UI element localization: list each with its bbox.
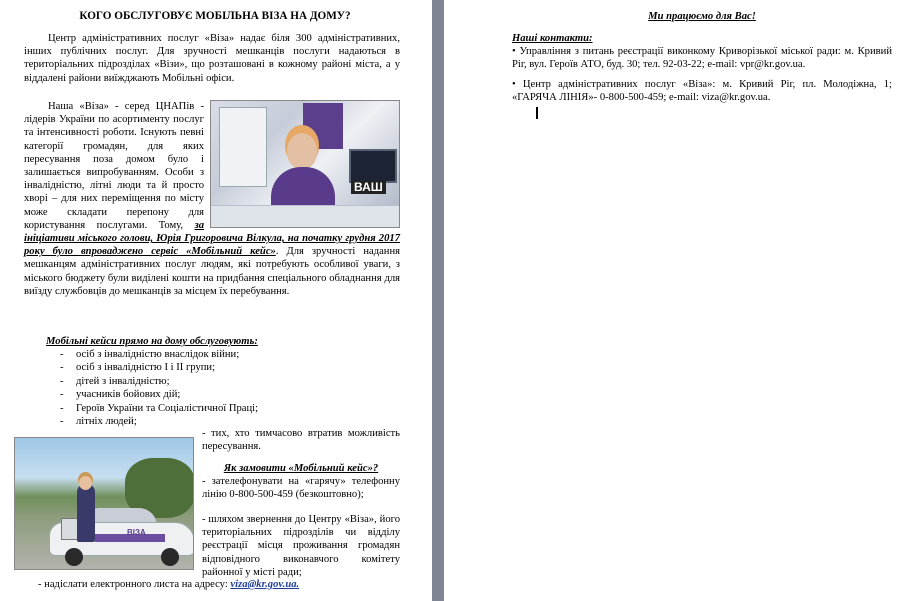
list-item: - дітей з інвалідністю; — [60, 375, 400, 388]
order-option-email — [38, 578, 400, 591]
contact-viza-center: • Центр адміністративних послуг «Віза»: м. Кривий Ріг, пл. Молодіжна, 1; «ГАРЯЧА ЛІНІЯ»- 0-800-500-459; e-mail: viza@kr.gov.ua. — [512, 79, 892, 104]
email-link[interactable]: viza@kr.gov.ua. — [230, 579, 300, 590]
page-gutter — [432, 0, 444, 601]
contacts-heading: Наші контакти: — [512, 33, 593, 44]
mobile-office-car-photo — [14, 437, 194, 570]
order-option-visit: - шляхом звернення до Центру «Віза», його територіальних підрозділів чи відділу реєстрації місця проживання громадян відповідного виконавчого комітету районної у місті ради; — [202, 514, 400, 578]
cases-heading: Мобільні кейси прямо на дому обслуговують: — [46, 336, 258, 347]
list-item: - осіб з інвалідністю внаслідок війни; — [60, 348, 400, 361]
document-title: КОГО ОБСЛУГОВУЄ МОБІЛЬНА ВІЗА НА ДОМУ? — [79, 10, 351, 22]
service-paragraph-start: Наша «Віза» - серед ЦНАПів - лідерів України по асортименту послуг та інтенсивності роботи. Існують певні категорії громадян, для яких пересування поза домом було і залишається випробуванням. Особи з інвалідністю, літні люди та й просто хворі – для них переміщення по місту може складати перепону для користування послугами. Тому, — [24, 101, 204, 231]
left-page — [0, 0, 432, 601]
list-item: - осіб з інвалідністю I і II групи; — [60, 361, 400, 374]
contact-registration-office: • Управління з питань реєстрації виконкому Криворізької міської ради: м. Кривий Ріг, вул. Героїв АТО, буд. 30; тел. 92-03-22; e-mail: vpr@kr.gov.ua. — [512, 46, 892, 71]
service-paragraph-end: . Для зручності надання мешканцям адміністративних послуг людям, які потребують особливої уваги, з міського бюджету були виділені кошти на придбання спеціального обладнання для виїзду службовців до мешканців за місцем їх перебування. — [24, 246, 400, 297]
list-item: - Героїв України та Соціалістичної Праці; — [60, 402, 400, 415]
cases-list-last-item: - тих, хто тимчасово втратив можливість пересування. — [202, 428, 400, 453]
order-heading: Як замовити «Мобільний кейс»? — [223, 463, 379, 474]
cases-list — [60, 348, 400, 428]
car-logo-text: ВІЗА — [127, 528, 146, 537]
consultant-photo — [210, 100, 400, 228]
list-item: - літніх людей; — [60, 415, 400, 428]
photo-sign-text: ВАШ — [351, 181, 386, 194]
service-paragraph — [24, 100, 400, 298]
work-heading: Ми працюємо для Вас! — [648, 11, 756, 22]
intro-paragraph: Центр адміністративних послуг «Віза» надає біля 300 адміністративних, інших публічних послуг. Для зручності мешканців послуги надаються в територіальних підрозділах «Візи», що розташовані в кожному районі міста, а у віддалені райони виїжджають Мобільні офіси. — [24, 33, 400, 84]
list-item: - учасників бойових дій; — [60, 388, 400, 401]
order-option-phone: - зателефонувати на «гарячу» телефонну лінію 0-800-500-459 (безкоштовно); — [202, 476, 400, 501]
text-cursor[interactable] — [536, 107, 538, 119]
email-prefix: - надіслати електронного листа на адресу: — [38, 579, 231, 590]
service-paragraph-emphasis: за ініціативи міського голови, Юрія Григоровича Вілкула, на початку грудня 2017 року було впроваджено сервіс «Мобільний кейс» — [24, 219, 400, 258]
